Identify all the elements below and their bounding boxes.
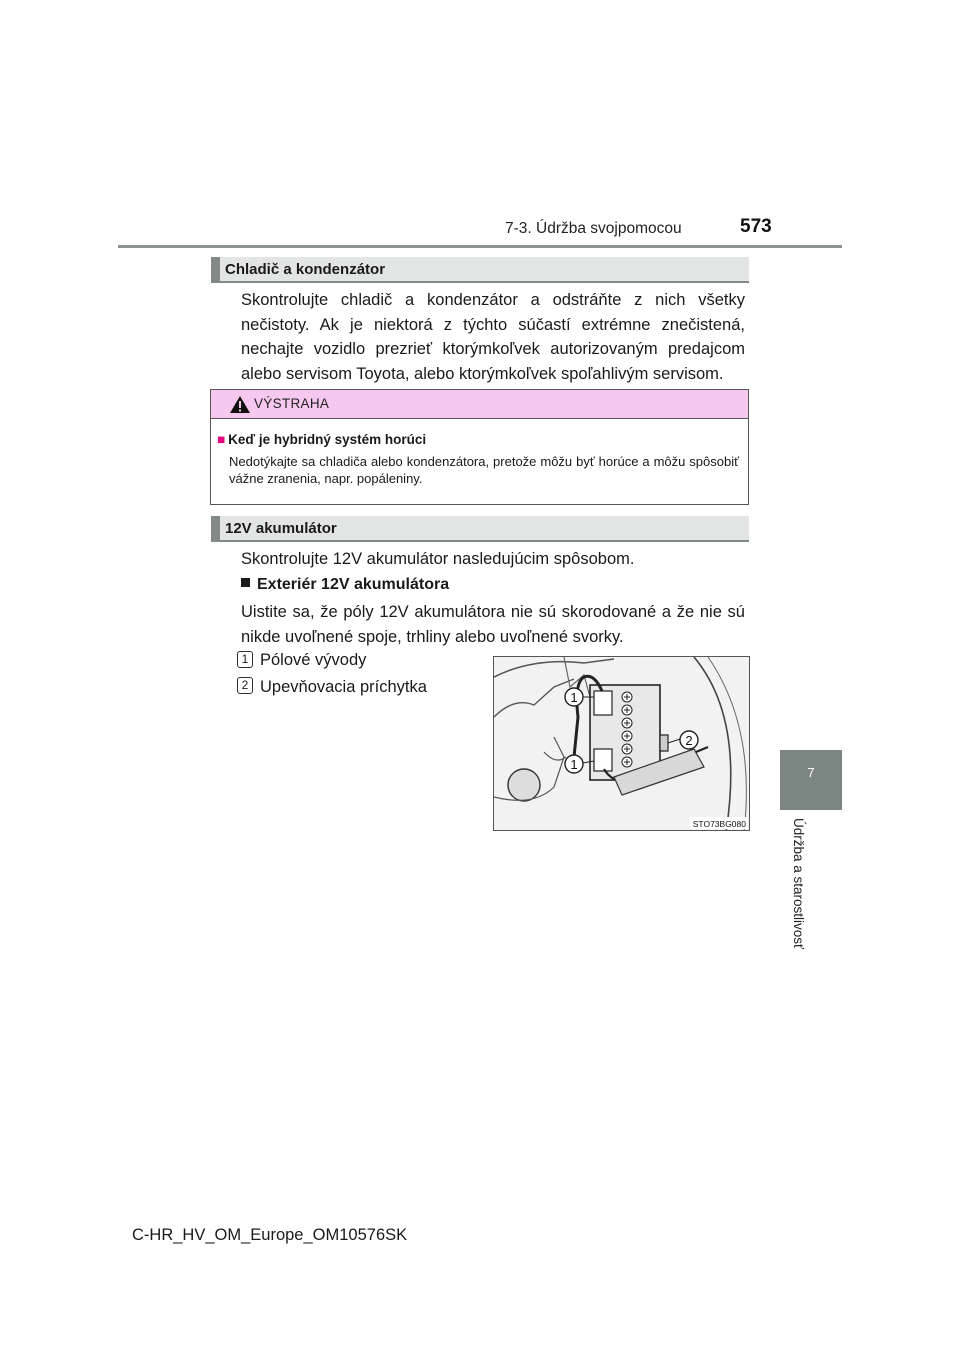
callout-1-top: 1 [570, 690, 578, 705]
battery-illustration [493, 656, 750, 831]
figure-code: STO73BG080 [692, 819, 746, 829]
battery-paragraph: Uistite sa, že póly 12V akumulátora nie sú skorodované a že nie sú nikde uvoľnené spoje, trhliny alebo uvoľnené svorky. [241, 603, 745, 646]
warning-triangle-icon [229, 395, 251, 414]
battery-subheading: Exteriér 12V akumulátora [241, 576, 449, 594]
radiator-paragraph: Skontrolujte chladič a kondenzátor a odstráňte z nich všetky nečistoty. Ak je niektorá z týchto súčastí extrémne znečistená, nechajte vozidlo prezrieť ktorýmkoľvek autorizovaným predajcom alebo servisom Toyota, alebo ktorýmkoľvek spoľahlivým servisom. [241, 291, 745, 383]
warning-text: Nedotýkajte sa chladiča alebo kondenzátora, pretože môžu byť horúce a môžu spôsobiť vážne zranenia, napr. popáleniny. [229, 454, 739, 486]
item-label-terminals: Pólové vývody [260, 651, 367, 669]
section-heading-battery: 12V akumulátor [211, 516, 749, 542]
chapter-tab [780, 750, 842, 810]
chapter-title: Údržba a starostlivosť [791, 818, 806, 950]
page-number: 573 [740, 216, 772, 237]
warning-subtitle: ■ Keď je hybridný systém horúci [217, 432, 427, 447]
callout-1-bottom: 1 [570, 757, 578, 772]
warning-title: VÝSTRAHA [254, 396, 330, 411]
callout-2: 2 [685, 733, 693, 748]
section-heading-radiator: Chladič a kondenzátor [211, 257, 749, 283]
section-header: 7-3. Údržba svojpomocou [505, 220, 682, 237]
header-rule [118, 245, 842, 248]
item-number-badge: 1 [237, 651, 253, 668]
item-number-badge: 2 [237, 677, 253, 694]
battery-intro: Skontrolujte 12V akumulátor nasledujúcim spôsobom. [241, 550, 635, 568]
engine-bay-drawing [494, 657, 750, 831]
black-square-icon [241, 578, 250, 587]
chapter-number: 7 [807, 765, 815, 780]
black-square-icon: ■ [217, 432, 226, 447]
document-id: C-HR_HV_OM_Europe_OM10576SK [132, 1226, 408, 1244]
item-label-hold-down-clamp: Upevňovacia príchytka [260, 678, 427, 696]
warning-header [211, 390, 748, 419]
warning-box [210, 389, 749, 505]
